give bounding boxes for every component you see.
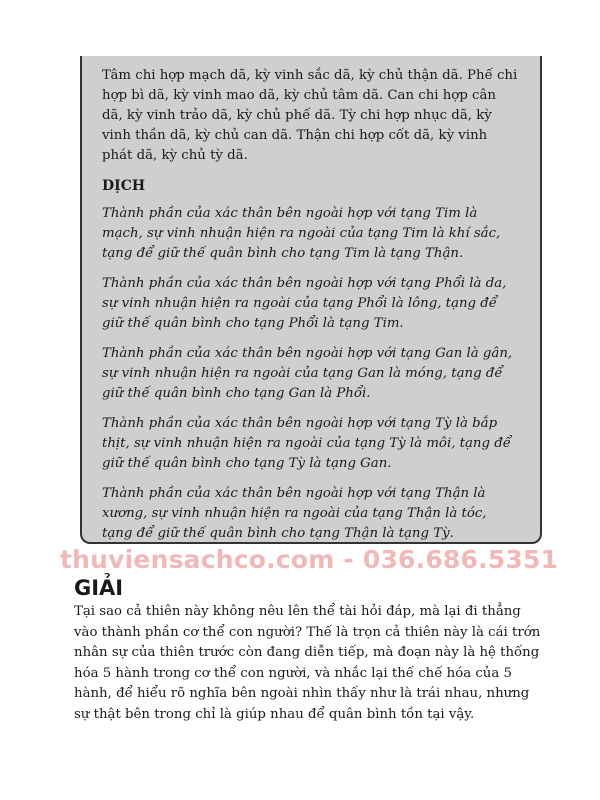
quote-box [80, 56, 542, 544]
watermark: thuviensachco.com - 036.686.5351 [60, 545, 559, 574]
translation-paragraph-heart: Thành phần của xác thân bên ngoài hợp với tạng Tim là mạch, sự vinh nhuận hiện ra ngoài của tạng Tim là khí sắc, tạng để giữ thế quân bình cho tạng Tim là tạng Thận. [102, 206, 501, 261]
translation-heading: DỊCH [102, 178, 146, 194]
translation-paragraph-spleen: Thành phần của xác thân bên ngoài hợp với tạng Tỳ là bắp thịt, sự vinh nhuận hiện ra ngoài của tạng Tỳ là môi, tạng để giữ thế quân bình cho tạng Tỳ là tạng Gan. [102, 416, 511, 471]
translation-paragraph-kidney: Thành phần của xác thân bên ngoài hợp với tạng Thận là xương, sự vinh nhuận hiện ra ngoài của tạng Thận là tóc, tạng để giữ thế quân bình cho tạng Thận là tạng Tỳ. [102, 486, 487, 541]
section-title-giai: GIẢI [74, 576, 124, 600]
translation-paragraph-liver: Thành phần của xác thân bên ngoài hợp với tạng Gan là gân, sự vinh nhuận hiện ra ngoài của tạng Gan là móng, tạng để giữ thế quân bình cho tạng Gan là Phổi. [102, 346, 513, 401]
original-text: Tâm chi hợp mạch dã, kỳ vinh sắc dã, kỳ chủ thận dã. Phế chi hợp bì dã, kỳ vinh mao dã, kỳ chủ tâm dã. Can chi hợp cân dã, kỳ vinh trảo dã, kỳ chủ phế dã. Tỳ chi hợp nhục dã, kỳ vinh thần dã, kỳ chủ can dã. Thận chi hợp cốt dã, kỳ vinh phát dã, kỳ chủ tỳ dã. [102, 68, 518, 163]
explanation-paragraph: Tại sao cả thiên này không nêu lên thể tài hỏi đáp, mà lại đi thẳng vào thành phần cơ thể con người? Thế là trọn cả thiên này là cái trớn nhân sự của thiên trước còn đang diễn tiếp, mà đoạn này là hệ thống hóa 5 hành trong cơ thể con người, và nhắc lại thế chế hóa của 5 hành, để hiểu rõ nghĩa bên ngoài nhìn thấy như là trái nhau, nhưng sự thật bên trong chỉ là giúp nhau để quân bình tồn tại vậy. [74, 604, 541, 722]
translation-paragraph-lung: Thành phần của xác thân bên ngoài hợp với tạng Phổi là da, sự vinh nhuận hiện ra ngoài của tạng Phổi là lông, tạng để giữ thế quân bình cho tạng Phổi là tạng Tim. [102, 276, 507, 331]
